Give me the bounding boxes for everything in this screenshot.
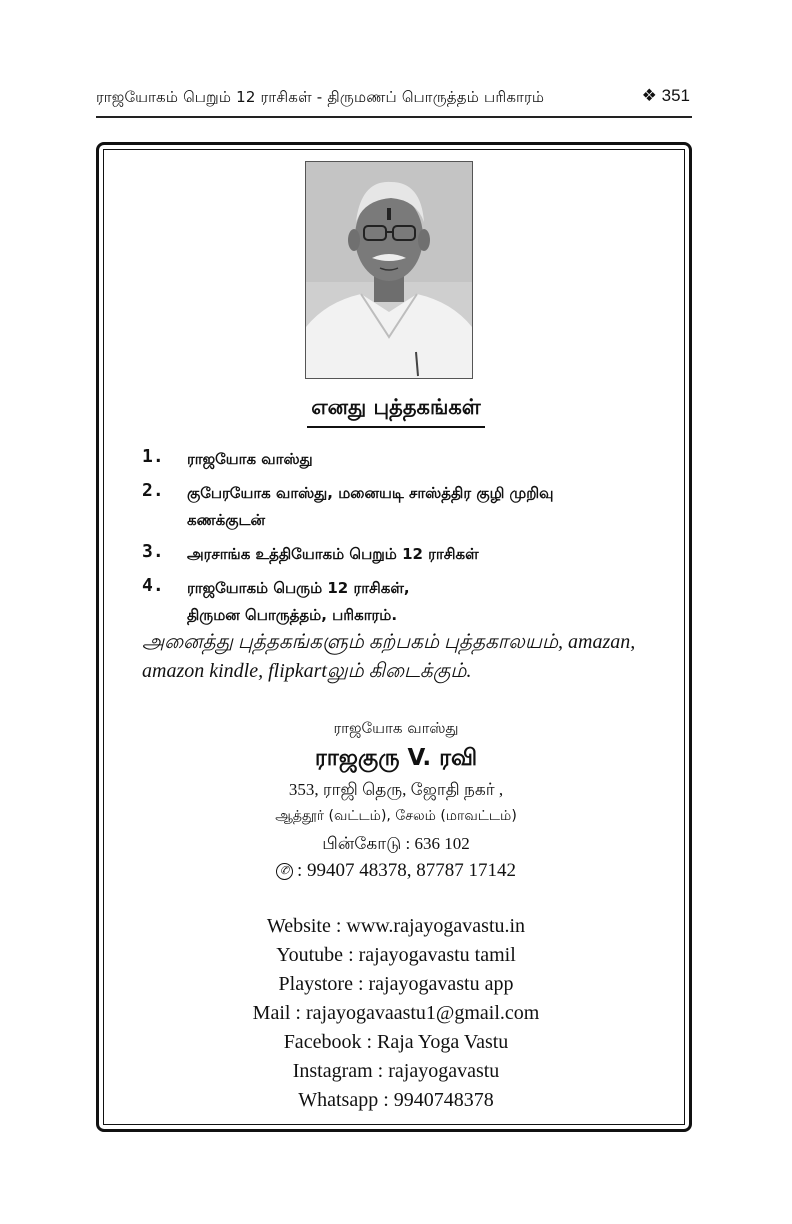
- author-name: ராஜகுரு V. ரவி: [314, 745, 478, 771]
- list-item-text: திருமன பொருத்தம், பரிகாரம்.: [187, 606, 398, 624]
- contact-list: [0, 912, 792, 1115]
- author-subtitle: ராஜயோக வாஸ்து: [333, 719, 459, 737]
- books-heading: [0, 395, 792, 428]
- phone-icon: ✆: [276, 863, 293, 880]
- email-link[interactable]: Mail : rajayogavaastu1@gmail.com: [252, 1002, 540, 1024]
- author-photo: [305, 161, 473, 379]
- list-item-text: ராஜயோக வாஸ்து: [187, 450, 313, 468]
- list-item-number: 1.: [142, 446, 164, 467]
- portrait-illustration: [306, 162, 472, 378]
- list-item: [142, 541, 662, 568]
- books-heading-text: எனது புத்தகங்கள்: [307, 395, 484, 428]
- list-item-text: கணக்குடன்: [187, 511, 266, 529]
- ornament-icon: ❖: [641, 86, 657, 105]
- page-number: 351: [661, 86, 690, 105]
- list-item: [142, 480, 662, 534]
- address-line-2: ஆத்தூர் (வட்டம்), சேலம் (மாவட்டம்): [275, 808, 517, 824]
- instagram-link[interactable]: Instagram : rajayogavastu: [292, 1060, 500, 1082]
- page-header: [96, 84, 692, 118]
- running-title: ராஜயோகம் பெறும் 12 ராசிகள் - திருமணப் பொருத்தம் பரிகாரம்: [96, 88, 545, 106]
- list-item-number: 4.: [142, 575, 164, 596]
- phone-line: [0, 857, 792, 885]
- list-item: [142, 575, 662, 629]
- author-block: [0, 716, 792, 885]
- address-line-1: 353, ராஜி தெரு, ஜோதி நகர் ,: [288, 780, 504, 799]
- playstore-link[interactable]: Playstore : rajayogavastu app: [278, 973, 514, 995]
- list-item-number: 3.: [142, 541, 164, 562]
- book-list: [142, 446, 662, 636]
- availability-note: அனைத்து புத்தகங்களும் கற்பகம் புத்தகாலயம், amazan, amazon kindle, flipkartலும் கிடைக்கும்.: [142, 631, 636, 682]
- website-link[interactable]: Website : www.rajayogavastu.in: [266, 915, 526, 937]
- whatsapp-link[interactable]: Whatsapp : 9940748378: [298, 1089, 494, 1111]
- phone-numbers: : 99407 48378, 87787 17142: [296, 860, 517, 881]
- list-item: [142, 446, 662, 473]
- list-item-number: 2.: [142, 480, 164, 501]
- pincode: பின்கோடு : 636 102: [322, 834, 470, 853]
- facebook-link[interactable]: Facebook : Raja Yoga Vastu: [283, 1031, 509, 1053]
- list-item-text: குபேரயோக வாஸ்து, மனையடி சாஸ்த்திர குழி முறிவு: [187, 484, 554, 502]
- list-item-text: ராஜயோகம் பெரும் 12 ராசிகள்,: [187, 579, 410, 597]
- list-item-text: அரசாங்க உத்தியோகம் பெறும் 12 ராசிகள்: [187, 545, 479, 563]
- youtube-link[interactable]: Youtube : rajayogavastu tamil: [276, 944, 516, 966]
- page-number-area: [642, 86, 690, 106]
